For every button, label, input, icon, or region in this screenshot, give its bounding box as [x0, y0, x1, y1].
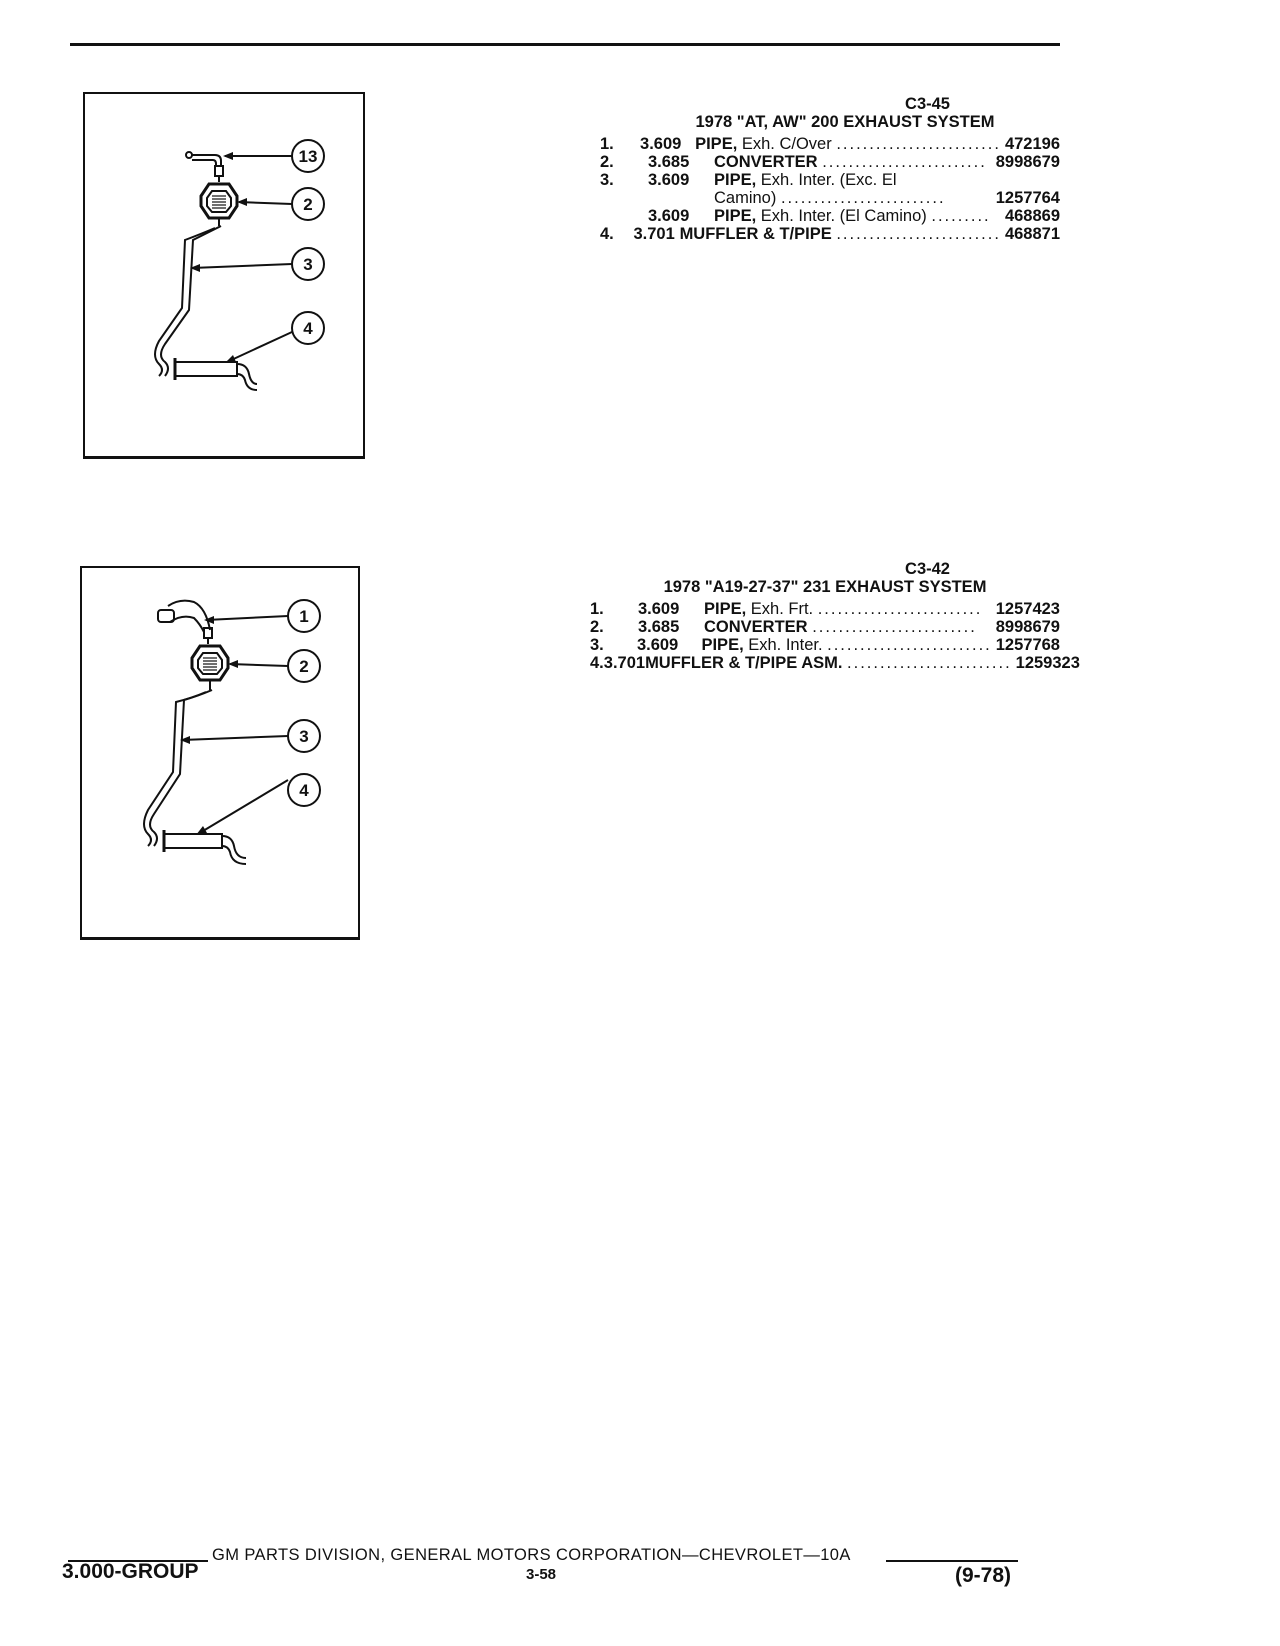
leader-arrow — [198, 780, 288, 834]
parts-row — [600, 171, 1060, 189]
page-number: 3-58 — [526, 1566, 557, 1583]
section-title: 1978 "A19-27-37" 231 EXHAUST SYSTEM — [663, 578, 987, 596]
callout-number: 13 — [298, 147, 318, 166]
exhaust-system-illustration — [82, 568, 358, 937]
part-number: 472196 — [1004, 135, 1060, 153]
callout-number: 4 — [299, 781, 309, 800]
group-number: 3.609 — [648, 207, 690, 225]
item-name: MUFFLER & T/PIPE ASM. — [645, 654, 843, 672]
parts-row: 2. 3.685 CONVERTER ......................... 8998679 — [600, 153, 1060, 171]
parts-row: 2. 3.685 CONVERTER ......................... 8998679 — [590, 618, 1060, 636]
part-number: 1257768 — [995, 636, 1060, 654]
exhaust-diagram-a19-27-37 — [80, 566, 360, 940]
exhaust-system-illustration — [85, 94, 363, 456]
parts-list-c3-42 — [590, 560, 1080, 672]
part-number: 8998679 — [995, 153, 1060, 171]
item-number: 2. — [590, 618, 604, 636]
intermediate-pipe — [161, 226, 221, 376]
section-title: 1978 "AT, AW" 200 EXHAUST SYSTEM — [695, 113, 995, 131]
part-number: 8998679 — [995, 618, 1060, 636]
parts-row: Camino) ......................... 1257764 — [714, 189, 1060, 207]
item-description: Exh. Inter. (Exc. El — [760, 171, 897, 189]
illustration-code: C3-45 — [905, 95, 950, 113]
tail-pipe-inner — [237, 374, 257, 390]
item-description: Exh. Inter. (El Camino) — [760, 207, 927, 225]
part-number: 1259323 — [1015, 654, 1080, 672]
callout-number: 3 — [299, 727, 309, 746]
group-label: 3.000-GROUP — [62, 1560, 199, 1583]
item-name: CONVERTER — [714, 153, 818, 171]
leader-arrow — [230, 664, 288, 666]
parts-row: 3.609 PIPE, Exh. Inter. (El Camino) ......... 468869 — [648, 207, 1060, 225]
item-name: MUFFLER & T/PIPE — [679, 225, 832, 243]
pipe-flange — [186, 152, 192, 158]
item-name: PIPE, — [714, 207, 757, 225]
group-number: 3.701 — [633, 225, 675, 243]
item-number: 4. — [590, 654, 604, 672]
crossover-pipe-inner — [192, 160, 216, 166]
pipe-clamp — [215, 166, 223, 176]
parts-row: 4. 3.701 MUFFLER & T/PIPE ......................... 468871 — [600, 225, 1060, 243]
footer-publisher: GM PARTS DIVISION, GENERAL MOTORS CORPORATION—CHEVROLET—10A — [212, 1546, 851, 1564]
item-description: Exh. C/Over — [741, 135, 832, 153]
item-number: 4. — [600, 225, 614, 243]
parts-list-c3-45 — [600, 95, 1060, 243]
item-name: PIPE, — [695, 135, 738, 153]
item-description: Exh. Inter. — [748, 636, 823, 654]
muffler-body — [175, 362, 237, 376]
group-number: 3.609 — [638, 600, 680, 618]
leader-arrow — [192, 264, 292, 268]
group-number: 3.701 — [603, 654, 646, 672]
leader-arrow — [206, 616, 288, 620]
item-description: Exh. Frt. — [750, 600, 814, 618]
item-name: CONVERTER — [704, 618, 808, 636]
part-number: 468869 — [1004, 207, 1060, 225]
item-description: Camino) — [714, 189, 777, 207]
muffler-body — [164, 834, 222, 848]
callout-number: 2 — [303, 195, 313, 214]
item-number: 1. — [590, 600, 604, 618]
part-number: 1257764 — [995, 189, 1060, 207]
parts-row: 1. 3.609 PIPE, Exh. Frt. ......................... 1257423 — [590, 600, 1060, 618]
top-rule — [70, 43, 1060, 46]
group-number: 3.609 — [648, 171, 690, 189]
item-number: 1. — [600, 135, 614, 153]
leader-arrow — [227, 332, 292, 362]
leader-arrow — [182, 736, 288, 740]
illustration-code: C3-42 — [905, 560, 950, 578]
revision-date: (9-78) — [955, 1564, 1012, 1587]
callout-number: 1 — [299, 607, 309, 626]
parts-row: 4. 3.701 MUFFLER & T/PIPE ASM. ......................... 1259323 — [590, 654, 1080, 672]
item-name: PIPE, — [701, 636, 744, 654]
item-number: 2. — [600, 153, 614, 171]
group-number: 3.685 — [638, 618, 680, 636]
part-number: 1257423 — [995, 600, 1060, 618]
intermediate-pipe-inner — [155, 228, 215, 376]
callout-number: 4 — [303, 319, 313, 338]
footer-rule-right — [886, 1560, 1018, 1562]
intermediate-pipe — [150, 690, 212, 846]
item-name: PIPE, — [714, 171, 757, 189]
item-number: 3. — [600, 171, 614, 189]
item-number: 3. — [590, 636, 604, 654]
group-number: 3.609 — [636, 636, 679, 654]
exhaust-diagram-at-aw — [83, 92, 365, 459]
item-name: PIPE, — [704, 600, 747, 618]
intermediate-pipe-inner — [144, 692, 206, 846]
parts-row: 3. 3.609 PIPE, Exh. Inter. ......................... 1257768 — [590, 636, 1060, 654]
callout-number: 2 — [299, 657, 309, 676]
parts-row: 1. 3.609 PIPE, Exh. C/Over ......................... 472196 — [600, 135, 1060, 153]
part-number: 468871 — [1004, 225, 1060, 243]
group-number: 3.609 — [640, 135, 682, 153]
front-pipe-inner — [170, 617, 204, 632]
callout-number: 3 — [303, 255, 313, 274]
group-number: 3.685 — [648, 153, 690, 171]
